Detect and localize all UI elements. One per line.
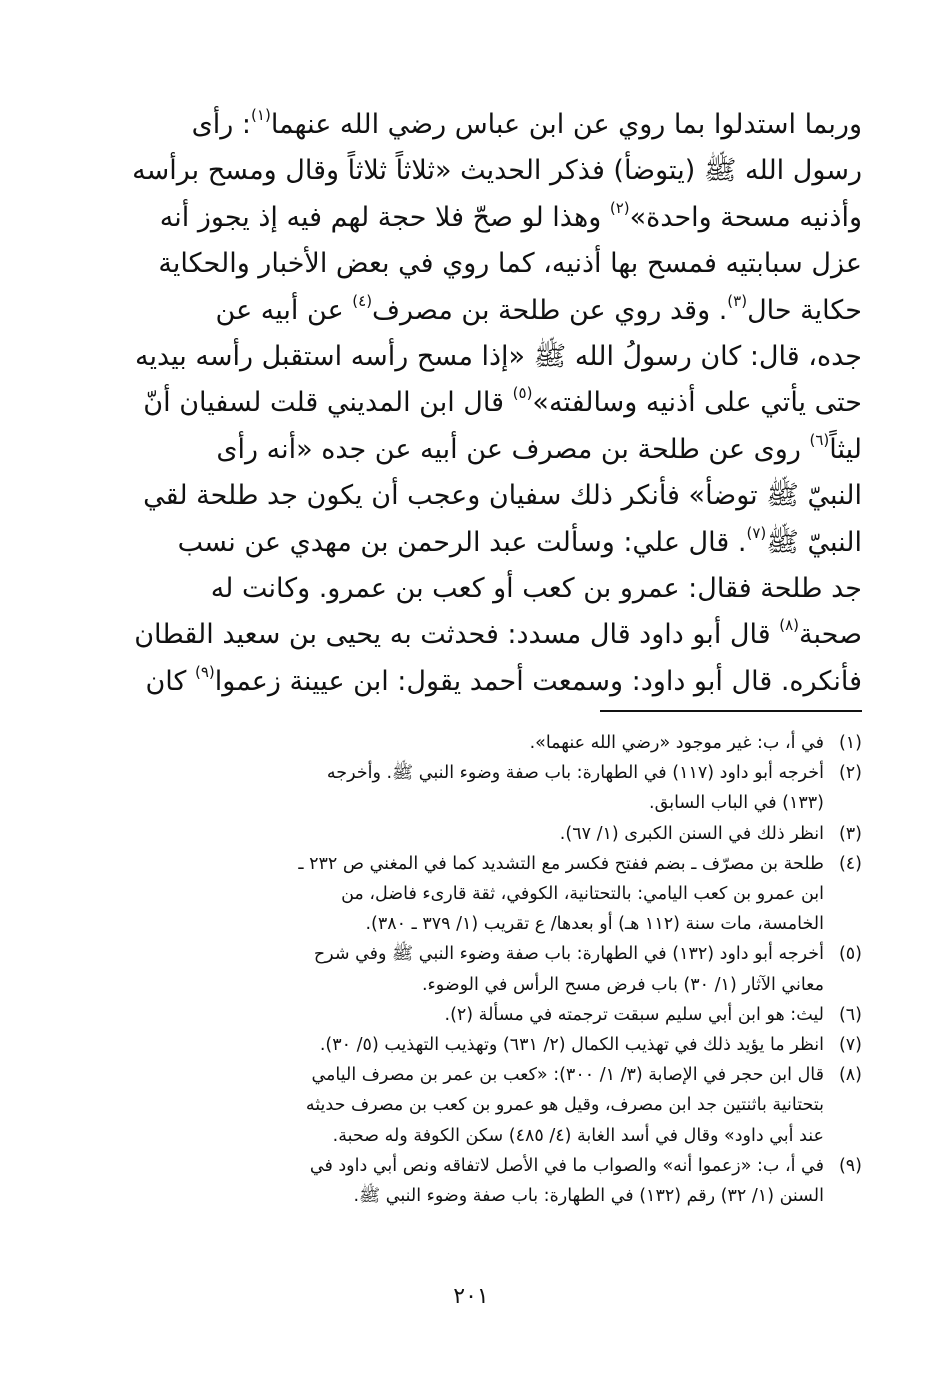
footnote-line: السنن (١/ ٣٢) رقم (١٣٢) في الطهارة: باب صفة وضوء النبي ﷺ.	[353, 1186, 824, 1207]
body-line	[132, 473, 862, 519]
footnote-marker: (٤)	[352, 291, 373, 310]
body-text-segment: ليثاً	[829, 433, 862, 465]
footnote	[132, 1000, 862, 1030]
footnote-body	[132, 849, 824, 940]
footnote-line: (١٣٣) في الباب السابق.	[649, 793, 824, 814]
body-line	[132, 102, 862, 148]
footnote-body	[132, 1060, 824, 1151]
body-line	[132, 241, 862, 287]
footnote-line: انظر ذلك في السنن الكبرى (١/ ٦٧).	[559, 823, 824, 844]
footnote-number: (٧)	[838, 1035, 862, 1056]
footnote-line: طلحة بن مصرّف ـ بضم ففتح فكسر مع التشديد كما في المغني ص ٢٣٢ ـ	[298, 853, 824, 874]
footnote-line: قال ابن حجر في الإصابة (٣/ ١/ ٣٠٠): «كعب بن عمر بن مصرف اليامي	[311, 1065, 824, 1086]
body-text-segment: . قال علي: وسألت عبد الرحمن بن مهدي عن نسب	[177, 526, 747, 558]
footnotes	[132, 728, 862, 1211]
footnote-marker: (١)	[251, 106, 271, 124]
footnote	[132, 728, 862, 758]
footnote-body	[132, 819, 824, 849]
footnote-line: في أ، ب: غير موجود «رضي الله عنهما».	[529, 733, 824, 753]
body-text-segment: جد طلحة فقال: عمرو بن كعب أو كعب بن عمرو. وكانت له	[210, 573, 862, 605]
footnote-number: (٤)	[838, 853, 862, 874]
body-line	[132, 659, 862, 705]
body-text-segment: حكاية حال	[747, 294, 862, 326]
footnote-marker: (٣)	[727, 291, 748, 310]
footnote-line: معاني الآثار (١/ ٣٠) باب فرض مسح الرأس في الوضوء.	[421, 974, 824, 995]
footnote-number: (٥)	[838, 944, 862, 965]
footnote-marker: (٨)	[779, 616, 800, 635]
footnote	[132, 1030, 862, 1060]
body-text-segment: : رأى	[191, 109, 252, 140]
footnote-number: (١)	[838, 733, 862, 753]
footnote-line: بتحتانية باثنتين جد ابن مصرف، وقيل هو عمرو بن كعب بن مصرف حديثه	[305, 1095, 824, 1116]
footnote-line: عند أبي داود» وقال في أسد الغابة (٤/ ٤٨٥) سكن الكوفة وله صحبة.	[332, 1125, 824, 1146]
body-text-segment: عن أبيه عن	[215, 294, 353, 326]
main-text	[132, 102, 862, 705]
footnote-body	[132, 939, 824, 999]
footnote-number: (٩)	[838, 1155, 862, 1176]
body-line	[132, 195, 862, 241]
footnote-marker: (٧)	[746, 523, 767, 542]
footnote-marker: (٩)	[194, 662, 215, 681]
body-line	[132, 520, 862, 566]
body-text-segment: . وقد روي عن طلحة بن مصرف	[372, 294, 728, 326]
footnote	[132, 1151, 862, 1211]
footnote-line: في أ، ب: «زعموا أنه» والصواب ما في الأصل لاتفاقه ونص أبي داود في	[309, 1155, 824, 1176]
footnote-line: أخرجه أبو داود (١٣٢) في الطهارة: باب صفة وضوء النبي ﷺ وفي شرح	[313, 944, 824, 965]
footnote-line: أخرجه أبو داود (١١٧) في الطهارة: باب صفة وضوء النبي ﷺ. وأخرجه	[326, 763, 824, 784]
body-line	[132, 612, 862, 658]
body-text-segment: روى عن طلحة بن مصرف عن أبيه عن جده «أنه رأى	[216, 433, 810, 465]
footnote-body	[132, 1030, 824, 1060]
footnote-number: (٣)	[838, 823, 862, 844]
body-text-segment: وأذنيه مسحة واحدة»	[629, 201, 862, 233]
footnote-body	[132, 758, 824, 818]
body-line	[132, 288, 862, 334]
body-line	[132, 566, 862, 612]
body-text-segment: النبيّ ﷺ	[766, 526, 862, 558]
footnote-body	[132, 728, 824, 758]
body-line	[132, 427, 862, 473]
body-text-segment: قال ابن المديني قلت لسفيان أنّ	[143, 387, 513, 419]
footnote	[132, 939, 862, 999]
body-text-segment: جده، قال: كان رسولُ الله ﷺ «إذا مسح رأسه استقبل رأسه بيديه	[134, 341, 862, 373]
footnote-number: (٦)	[838, 1004, 862, 1025]
body-text-segment: رسول الله ﷺ (يتوضأ) فذكر الحديث «ثلاثاً ثلاثاً وقال ومسح برأسه	[132, 155, 862, 187]
footnote-number: (٢)	[838, 763, 862, 784]
footnote	[132, 1060, 862, 1151]
body-text-segment: وهذا لو صحّ فلا حجة لهم فيه إذ يجوز أنه	[159, 201, 610, 233]
body-line	[132, 380, 862, 426]
body-text-segment: وربما استدلوا بما روي عن ابن عباس رضي الله عنهما	[270, 109, 862, 140]
body-text-segment: صحبة	[799, 619, 862, 651]
footnote-body	[132, 1151, 824, 1211]
footnote-line: ابن عمرو بن كعب اليامي: بالتحتانية، الكوفي، ثقة قارىء فاضل، من	[341, 884, 824, 905]
body-text-segment: حتى يأتي على أذنيه وسالفته»	[532, 387, 862, 419]
footnote	[132, 849, 862, 940]
footnote	[132, 758, 862, 818]
footnote-marker: (٢)	[609, 198, 630, 217]
footnote-divider	[600, 710, 862, 712]
footnote-marker: (٦)	[809, 430, 830, 449]
body-text-segment: فأنكره. قال أبو داود: وسمعت أحمد يقول: ابن عيينة زعموا	[214, 665, 862, 697]
footnote-marker: (٥)	[512, 384, 533, 403]
body-line	[132, 148, 862, 194]
footnote	[132, 819, 862, 849]
footnote-line: ليث: هو ابن أبي سليم سبقت ترجمته في مسألة (٢).	[444, 1004, 824, 1025]
footnote-line: الخامسة، مات سنة (١١٢ هـ) أو بعدها/ ع تقريب (١/ ٣٧٩ ـ ٣٨٠).	[365, 914, 824, 935]
body-text-segment: النبيّ ﷺ توضأ» فأنكر ذلك سفيان وعجب أن يكون جد طلحة لقي	[143, 480, 862, 512]
body-line	[132, 334, 862, 380]
footnote-body	[132, 1000, 824, 1030]
page-number: ٢٠١	[453, 1284, 489, 1309]
body-text-segment: قال أبو داود قال مسدد: فحدثت به يحيى بن سعيد القطان	[134, 619, 780, 651]
body-text-segment: عزل سبابتيه فمسح بها أذنيه، كما روي في بعض الأخبار والحكاية	[158, 248, 862, 280]
footnote-number: (٨)	[838, 1065, 862, 1086]
body-text-segment: كان	[145, 665, 195, 697]
footnote-line: انظر ما يؤيد ذلك في تهذيب الكمال (٢/ ٦٣١) وتهذيب التهذيب (٥/ ٣٠).	[319, 1035, 824, 1056]
